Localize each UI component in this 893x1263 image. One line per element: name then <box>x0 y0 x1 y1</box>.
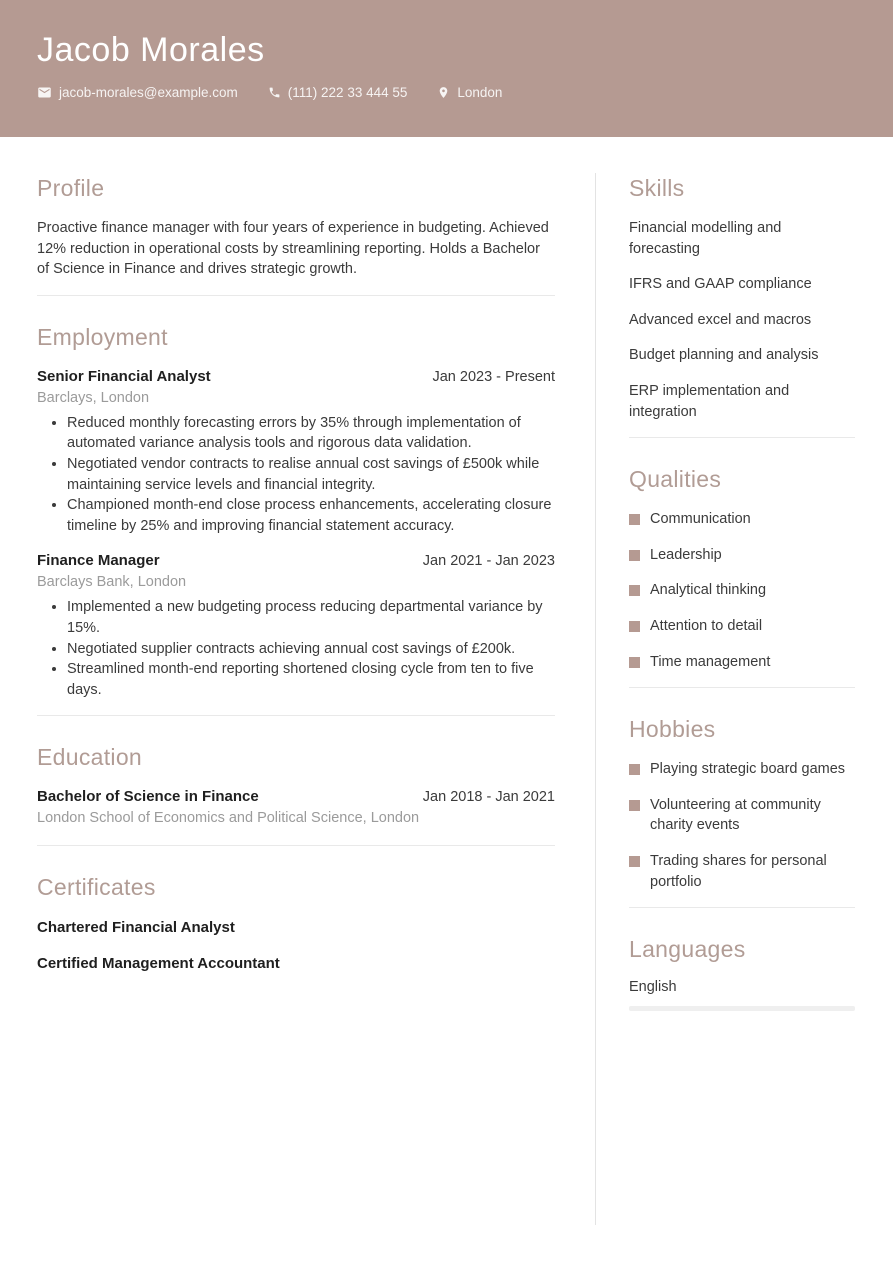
hobby-item <box>629 851 855 892</box>
languages-section <box>629 934 855 1011</box>
language-level-bar <box>629 1006 855 1011</box>
section-divider <box>629 907 855 908</box>
skill-item: Advanced excel and macros <box>629 311 812 328</box>
profile-text: Proactive finance manager with four years of experience in budgeting. Achieved 12% reduction in operational costs by streamlining reporting. Holds a Bachelor of Science in Finance and drives strategic growth. <box>37 220 549 278</box>
square-bullet-icon <box>629 585 640 596</box>
email-icon <box>37 85 52 100</box>
job-bullet: • Streamlined month-end reporting shortened closing cycle from ten to five days. <box>67 659 555 700</box>
phone-icon <box>268 86 281 99</box>
profile-section <box>37 173 555 296</box>
hobbies-section <box>629 714 855 908</box>
quality-label: Analytical thinking <box>650 582 767 599</box>
section-divider <box>37 295 555 296</box>
job-bullet: • Reduced monthly forecasting errors by 35% through implementation of automated variance analysis tools and rigorous data validation. <box>67 413 555 454</box>
hobby-label: Playing strategic board games <box>650 761 846 778</box>
section-title-profile: Profile <box>37 175 105 201</box>
square-bullet-icon <box>629 856 640 867</box>
square-bullet-icon <box>629 657 640 668</box>
location-icon <box>437 86 450 99</box>
job-dates: Jan 2021 - Jan 2023 <box>422 553 555 570</box>
job-entry <box>37 366 555 537</box>
certificates-section <box>37 872 555 974</box>
job-bullet: • Negotiated vendor contracts to realise annual cost savings of £500k while maintaining service levels and financial integrity. <box>67 454 555 495</box>
job-title: Finance Manager <box>37 552 160 570</box>
square-bullet-icon <box>629 550 640 561</box>
section-title-qualities: Qualities <box>629 466 722 493</box>
person-name: Jacob Morales <box>37 31 265 69</box>
section-title-hobbies: Hobbies <box>629 716 716 743</box>
skills-section <box>629 173 855 438</box>
contact-location <box>437 85 502 100</box>
job-header <box>37 366 555 388</box>
contact-email <box>37 85 238 100</box>
contact-location-text: London <box>457 84 503 100</box>
quality-label: Attention to detail <box>650 617 763 634</box>
quality-item <box>629 580 855 601</box>
quality-label: Communication <box>650 511 751 528</box>
square-bullet-icon <box>629 764 640 775</box>
quality-item <box>629 545 855 566</box>
hobby-item <box>629 759 855 780</box>
section-divider <box>629 437 855 438</box>
certificate-item: Certified Management Accountant <box>37 955 280 973</box>
section-title-employment: Employment <box>37 323 168 350</box>
qualities-section <box>629 464 855 688</box>
certificate-item: Chartered Financial Analyst <box>37 919 235 937</box>
content <box>0 137 893 1225</box>
square-bullet-icon <box>629 621 640 632</box>
contact-row <box>37 85 855 100</box>
quality-label: Time management <box>650 653 771 670</box>
job-bullet: • Implemented a new budgeting process reducing departmental variance by 15%. <box>67 597 555 638</box>
job-company: Barclays Bank, London <box>37 574 187 591</box>
skill-item: Budget planning and analysis <box>629 347 819 364</box>
skill-item: IFRS and GAAP compliance <box>629 276 812 293</box>
header <box>0 0 893 137</box>
job-bullet: • Championed month-end close process enhancements, accelerating closure timeline by 25% and improving financial statement accuracy. <box>67 495 555 536</box>
square-bullet-icon <box>629 800 640 811</box>
job-title: Senior Financial Analyst <box>37 367 211 385</box>
main-column <box>37 173 555 1225</box>
hobby-label: Volunteering at community charity events <box>650 796 821 834</box>
hobby-label: Trading shares for personal portfolio <box>650 852 827 890</box>
job-bullet-list <box>37 413 555 537</box>
job-company: Barclays, London <box>37 389 150 406</box>
square-bullet-icon <box>629 514 640 525</box>
contact-phone <box>268 85 408 100</box>
skill-item: Financial modelling and forecasting <box>629 220 782 257</box>
section-divider <box>37 845 555 846</box>
section-title-skills: Skills <box>629 175 685 201</box>
employment-section <box>37 322 555 717</box>
job-bullet: • Negotiated supplier contracts achieving annual cost savings of £200k. <box>67 639 555 660</box>
job-bullet-list <box>37 597 555 700</box>
section-divider <box>37 715 555 716</box>
education-section <box>37 742 555 846</box>
language-name: English <box>629 979 677 996</box>
quality-label: Leadership <box>650 546 722 563</box>
section-divider <box>629 687 855 688</box>
job-entry <box>37 550 555 700</box>
section-title-certificates: Certificates <box>37 874 156 901</box>
sidebar <box>629 173 855 1225</box>
quality-item <box>629 509 855 530</box>
hobby-item <box>629 795 855 836</box>
section-title-education: Education <box>37 744 142 771</box>
quality-item <box>629 616 855 637</box>
education-header <box>37 786 555 808</box>
education-dates: Jan 2018 - Jan 2021 <box>422 789 555 806</box>
education-school: London School of Economics and Political Science, London <box>37 810 420 827</box>
quality-item <box>629 652 855 673</box>
contact-phone-text: (111) 222 33 444 55 <box>287 84 408 100</box>
column-divider <box>595 173 596 1225</box>
job-header <box>37 550 555 572</box>
skill-item: ERP implementation and integration <box>629 382 790 420</box>
section-title-languages: Languages <box>629 936 746 963</box>
education-degree: Bachelor of Science in Finance <box>37 788 259 806</box>
job-dates: Jan 2023 - Present <box>432 368 555 385</box>
contact-email-text: jacob-morales@example.com <box>59 84 238 100</box>
